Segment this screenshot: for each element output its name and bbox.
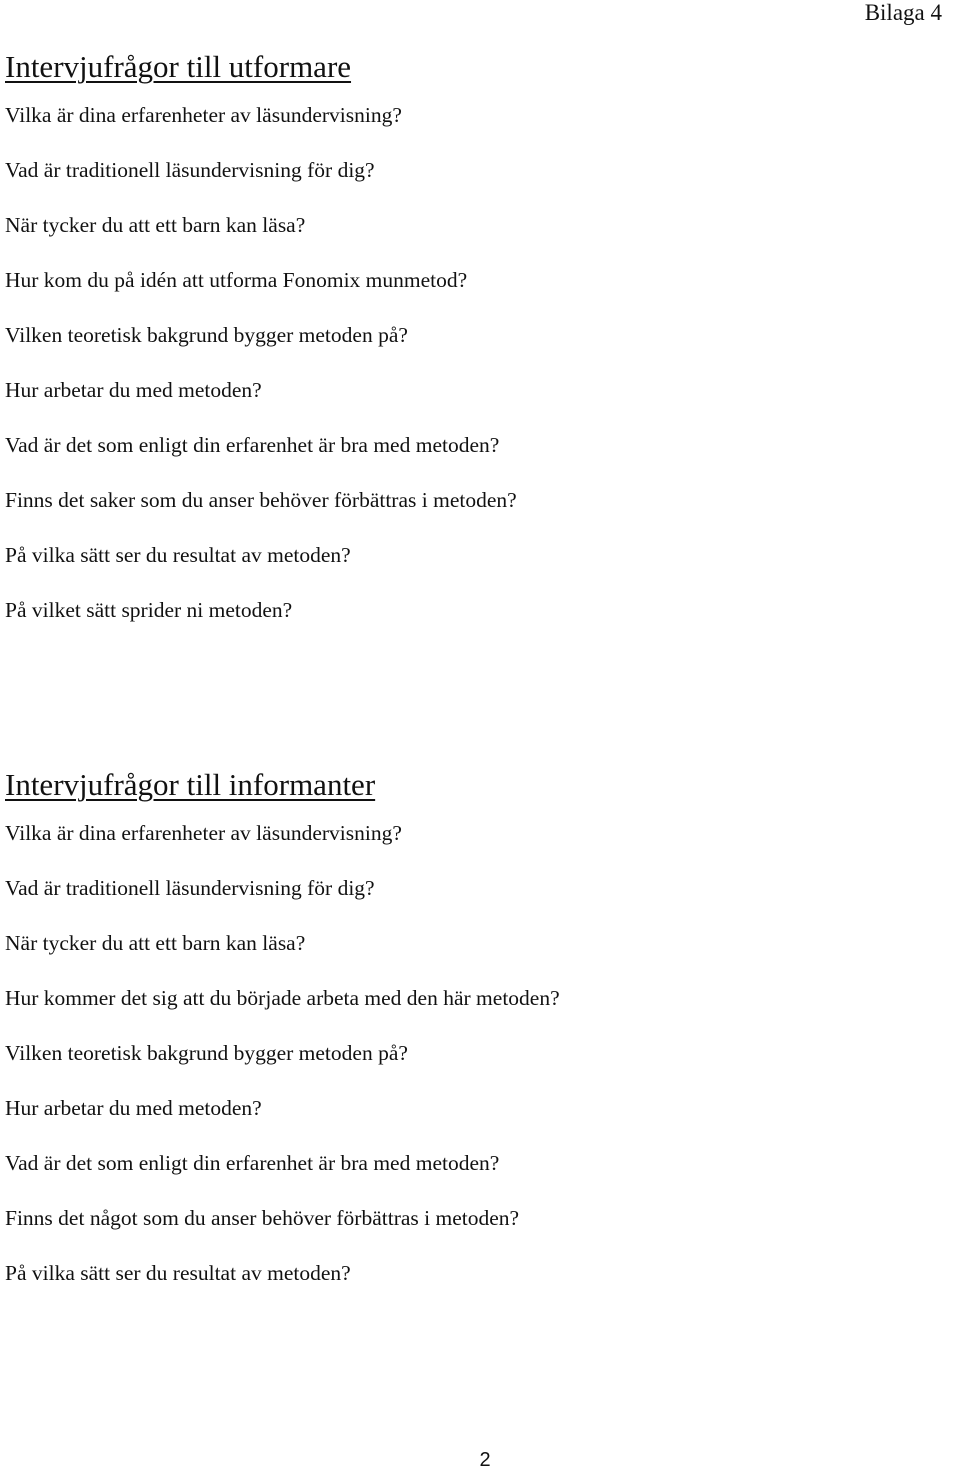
question-item: Vad är det som enligt din erfarenhet är bra med metoden?: [5, 1151, 500, 1175]
question-list: [5, 815, 560, 1310]
question-item: Vilka är dina erfarenheter av läsundervisning?: [5, 821, 402, 845]
question-item: Vilken teoretisk bakgrund bygger metoden på?: [5, 323, 408, 347]
section-designer-questions: [5, 47, 517, 647]
question-item: Finns det något som du anser behöver förbättras i metoden?: [5, 1206, 520, 1230]
question-item: Hur kom du på idén att utforma Fonomix munmetod?: [5, 268, 468, 292]
appendix-label: Bilaga 4: [864, 0, 942, 25]
question-item: På vilka sätt ser du resultat av metoden?: [5, 543, 351, 567]
question-item: Vilka är dina erfarenheter av läsundervisning?: [5, 103, 402, 127]
question-item: Finns det saker som du anser behöver förbättras i metoden?: [5, 488, 517, 512]
question-item: Vad är det som enligt din erfarenhet är bra med metoden?: [5, 433, 500, 457]
question-item: Hur kommer det sig att du började arbeta med den här metoden?: [5, 986, 560, 1010]
question-item: Vad är traditionell läsundervisning för dig?: [5, 876, 375, 900]
section-heading: Intervjufrågor till informanter: [5, 767, 376, 802]
question-item: När tycker du att ett barn kan läsa?: [5, 931, 306, 955]
section-heading: Intervjufrågor till utformare: [5, 49, 352, 84]
question-item: Vad är traditionell läsundervisning för dig?: [5, 158, 375, 182]
question-item: När tycker du att ett barn kan läsa?: [5, 213, 306, 237]
question-list: [5, 97, 517, 647]
question-item: På vilka sätt ser du resultat av metoden?: [5, 1261, 351, 1285]
page-number: 2: [479, 1449, 491, 1471]
section-informant-questions: [5, 765, 560, 1310]
question-item: Hur arbetar du med metoden?: [5, 1096, 262, 1120]
question-item: På vilket sätt sprider ni metoden?: [5, 598, 293, 622]
question-item: Hur arbetar du med metoden?: [5, 378, 262, 402]
question-item: Vilken teoretisk bakgrund bygger metoden på?: [5, 1041, 408, 1065]
